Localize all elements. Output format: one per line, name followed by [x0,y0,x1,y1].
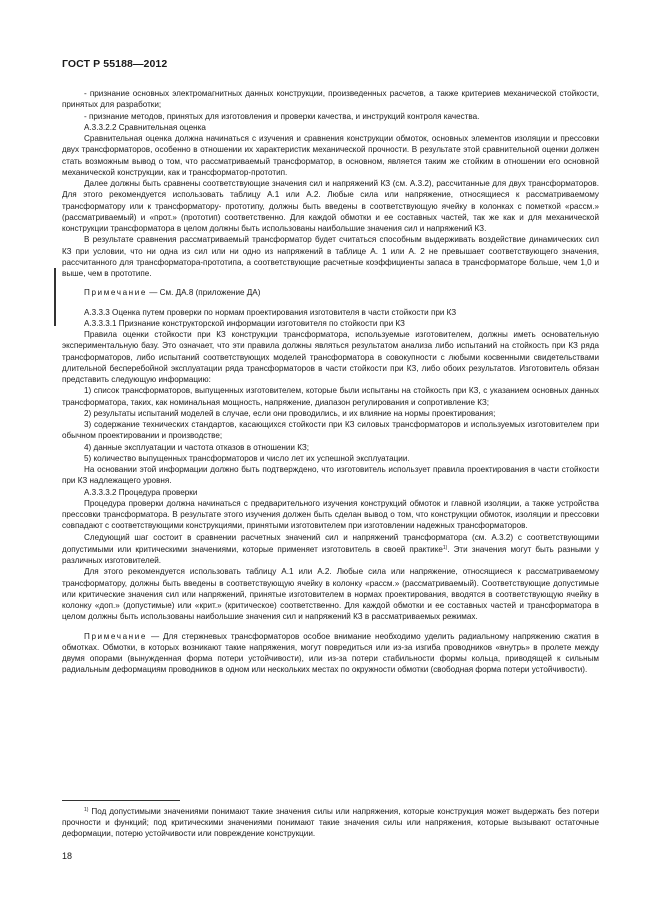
footnote [62,805,599,840]
list-item: 5) количество выпущенных трансформаторов и число лет их успешной эксплуатации. [84,453,410,463]
list-item: 4) данные эксплуатации и частота отказов в отношении КЗ; [84,442,310,452]
note-text: — См. ДА.8 (приложение ДА) [149,288,261,298]
list-item: 1) список трансформаторов, выпущенных изготовителем, которые были испытаны на стойкость при КЗ, с указанием основных данных трансформатора, таких, как номинальная мощность, напряжение, диапазон регулирования и сопротивление КЗ; [62,386,599,407]
footnote-marker: 1) [84,807,89,813]
paragraph: Процедура проверки должна начинаться с предварительного изучения конструкций обмоток и главной изоляции, а также устройства прессовки трансформатора. В результате этого изучения должен быть сделан вывод о том, что конструкции обмоток, изоляции и прессовки совпадают с соответствующими конструкциями, принятыми изготовителем при изготовлении надежных трансформаторов. [62,498,599,531]
paragraph: В результате сравнения рассматриваемый трансформатор будет считаться способным выдерживать воздействие динамических сил КЗ при условии, что ни одна из сил или ни одно из напряжений в таблице А. 1 или А. 2 не превышает соответствующего значения, рассчитанного для трансформатора-прототипа, а соответствующие расчетные коэффициенты запаса в трансформаторе больше, чем 1,0 и выше, чем в прототипе. [62,235,599,278]
paragraph: - признание методов, принятых для изготовления и проверки качества, и инструкций контроля качества. [84,111,480,121]
subsection-heading: А.3.3.3.1 Признание конструкторской информации изготовителя по стойкости при КЗ [84,318,405,328]
paragraph: Для этого рекомендуется использовать таблицу А.1 или А.2. Любые сила или напряжение, относящиеся к рассматриваемому трансформатору, должны быть введены в соответствующую ячейку в колонку «рассм.» (рассматриваемый). Соответствующие допустимые или критические значения сил или напряжений, принятые изготовителем в нормах проектирования, вводятся в соответствующую ячейку в колонку «доп.» (допустимые) или «крит.» (критическое) соответственно. Для каждой обмотки и ее составных частей и трансформатора в целом должны быть использованы наибольшие значения сил и напряжений КЗ в рассматриваемых режимах. [62,567,599,622]
note-label: Примечание [84,288,148,298]
paragraph-text: Следующий шаг состоит в сравнении расчетных значений сил и напряжений трансформатора (см. А.3.2) с соответствующими допустимыми или критическими значениями, которые применяет изготовитель в своей практике [62,532,599,554]
note-label: Примечание [84,631,148,641]
note [62,631,599,676]
paragraph: Далее должны быть сравнены соответствующие значения сил и напряжений КЗ (см. А.3.2), рассчитанные для двух трансформаторов. Для этого рекомендуется использовать таблицу А.1 или А.2. Любые сила или напряжение, относящиеся к рассматриваемому трансформатору или к трансформатору- прототипу, должны быть введены в соответствующую ячейку в колонках с пометкой «рассм.» (рассматриваемый) и «прот.» (прототип) соответственно. Для каждой обмотки и ее составных частей, так же как и для механической конструкции трансформатора в целом должны быть использованы наибольшие значения сил и напряжений КЗ. [62,179,599,233]
subsection-heading: А.3.3.2.2 Сравнительная оценка [84,122,206,132]
paragraph: Сравнительная оценка должна начинаться с изучения и сравнения конструкции обмоток, основных элементов изоляции и прессовки двух трансформаторов, особенно в отношении их характеристик механической прочности. В результате этой сравнительной оценки должен стать возможным вывод о том, что рассматриваемый трансформатор, в основном, является таким же стойким в отношении его основной механической конструкции, как и трансформатор-прототип. [62,134,599,177]
document-header: ГОСТ Р 55188—2012 [62,58,168,70]
footnote-separator [62,800,180,801]
paragraph: Следующий шаг состоит в сравнении расчетных значений сил и напряжений трансформатора (см. А.3.2) с соответствующими допустимыми или критическими значениями, которые применяет изготовитель в своей практике$^{1)}$. Эти значения могут быть разными у различных изготовителей. [62,532,599,565]
note-text: — Для стержневых трансформаторов особое внимание необходимо уделить радиальному напряжению сжатия в обмотках. Обмотки, в которых возникают такие напряжения, могут повредиться или из-за изгиба проводников «внутрь» в пролете между двумя опорами (вынужденная форма потери устойчивости), или из-за потери стабильности формы кольца, приводящей к сильным радиальным деформациям проводников в одном или нескольких местах по окружности обмотки (свободная форма потери устойчивости). [62,631,599,675]
paragraph-text: Эти значения могут быть разными у различных изготовителей. [62,544,599,565]
page-number: 18 [62,851,73,861]
paragraph: На основании этой информации должно быть подтверждено, что изготовитель использует правила проектирования в части стойкости при КЗ надлежащего уровня. [62,465,599,486]
paragraph: - признание основных электромагнитных данных конструкции, произведенных расчетов, а также критериев механической стойкости, принятых для разработки; [62,89,599,110]
subsection-heading: А.3.3.3 Оценка путем проверки по нормам проектирования изготовителя в части стойкости при КЗ [84,307,457,317]
note [62,287,599,298]
page-body [62,88,599,676]
list-item: 3) содержание технических стандартов, касающихся стойкости при КЗ силовых трансформаторов и используемых изготовителем при обычном проектировании и производстве; [62,420,599,441]
list-item: 2) результаты испытаний моделей в случае, если они проводились, и их влияние на нормы проектирования; [84,408,496,418]
subsection-heading: А.3.3.3.2 Процедура проверки [84,487,198,497]
paragraph: Правила оценки стойкости при КЗ конструкции трансформатора, используемые изготовителем, должны иметь основательную экспериментальную базу. Это означает, что эти правила должны являться результатом анализа либо испытаний на стойкость при КЗ ряда трансформаторов, либо испытаний соответствующих моделей трансформатора в совокупности с любыми косвенными свидетельствами длительной бесперебойной эксплуатации ряда трансформаторов в части стойкости при КЗ, либо обоих результатов. Изготовитель обязан представить следующую информацию: [62,330,599,384]
footnote-text: Под допустимыми значениями понимают такие значения силы или напряжения, которые конструкция может выдержать без потери прочности и функций; под критическими значениями понимают такие значения силы или напряжения, которые вызывают остаточные деформации, потерю устойчивости или повреждение конструкции. [62,807,599,839]
footnote-ref: 1) [442,544,448,551]
change-bar [54,268,56,326]
